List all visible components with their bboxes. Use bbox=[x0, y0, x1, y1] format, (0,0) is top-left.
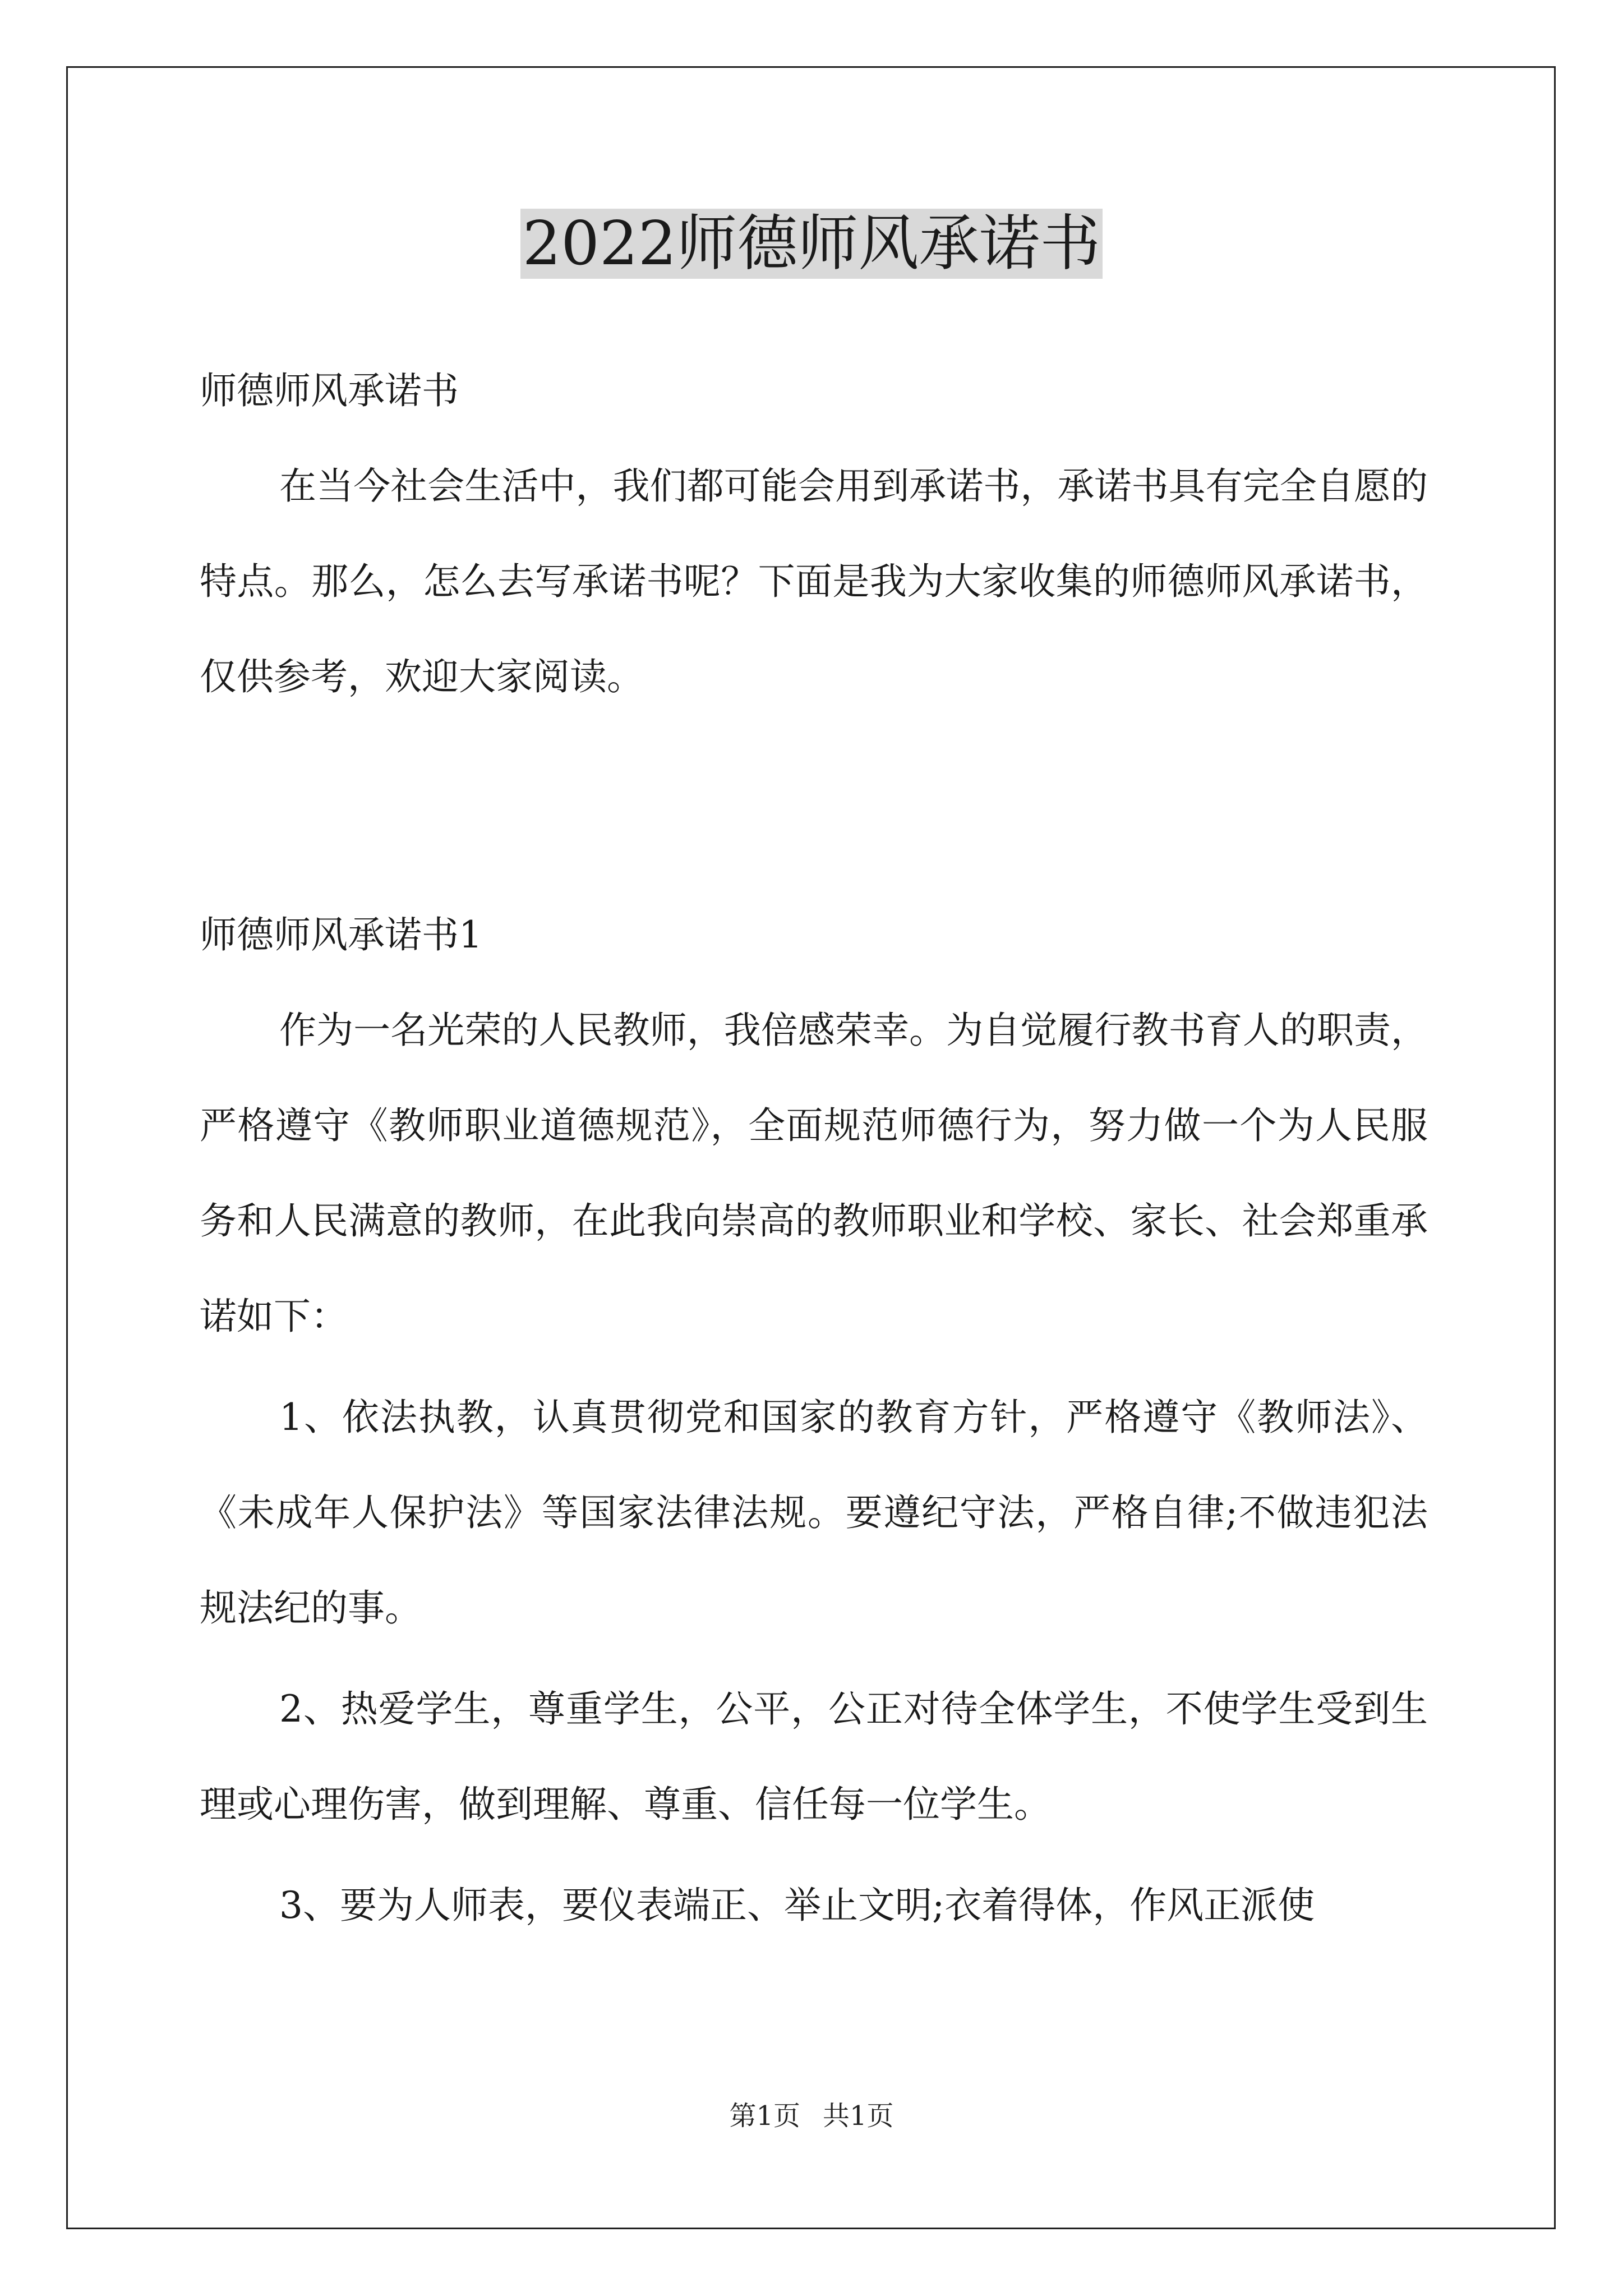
page-number-total: 共1页 bbox=[823, 2100, 894, 2132]
paragraph-item-3: 3、要为人师表，要仪表端正、举止文明;衣着得体，作风正派使 bbox=[279, 1884, 1315, 1927]
paragraph-commitment-intro: 作为一名光荣的人民教师，我倍感荣幸。为自觉履行教书育人的职责，严格遵守《教师职业道德规范》，全面规范师德行为，努力做一个为人民服务和人民满意的教师，在此我向崇高的教师职业和学校、家长、社会郑重承诺如下： bbox=[200, 1009, 1428, 1338]
document-title-text: 2022师德师风承诺书 bbox=[520, 209, 1103, 279]
section-heading: 师德师风承诺书1 bbox=[200, 913, 482, 956]
paragraph-item-1: 1、依法执教，认真贯彻党和国家的教育方针，严格遵守《教师法》、《未成年人保护法》等国家法律法规。要遵纪守法，严格自律;不做违犯法规法纪的事。 bbox=[200, 1396, 1428, 1630]
document-title bbox=[0, 202, 1623, 286]
page-number-current: 第1页 bbox=[729, 2100, 800, 2132]
intro-paragraph: 在当今社会生活中，我们都可能会用到承诺书，承诺书具有完全自愿的特点。那么，怎么去写承诺书呢？下面是我为大家收集的师德师风承诺书，仅供参考，欢迎大家阅读。 bbox=[200, 464, 1428, 698]
paragraph-item-2: 2、热爱学生，尊重学生，公平，公正对待全体学生，不使学生受到生理或心理伤害，做到理解、尊重、信任每一位学生。 bbox=[200, 1687, 1428, 1826]
document-subtitle: 师德师风承诺书 bbox=[200, 369, 459, 412]
page-footer bbox=[0, 2099, 1623, 2133]
